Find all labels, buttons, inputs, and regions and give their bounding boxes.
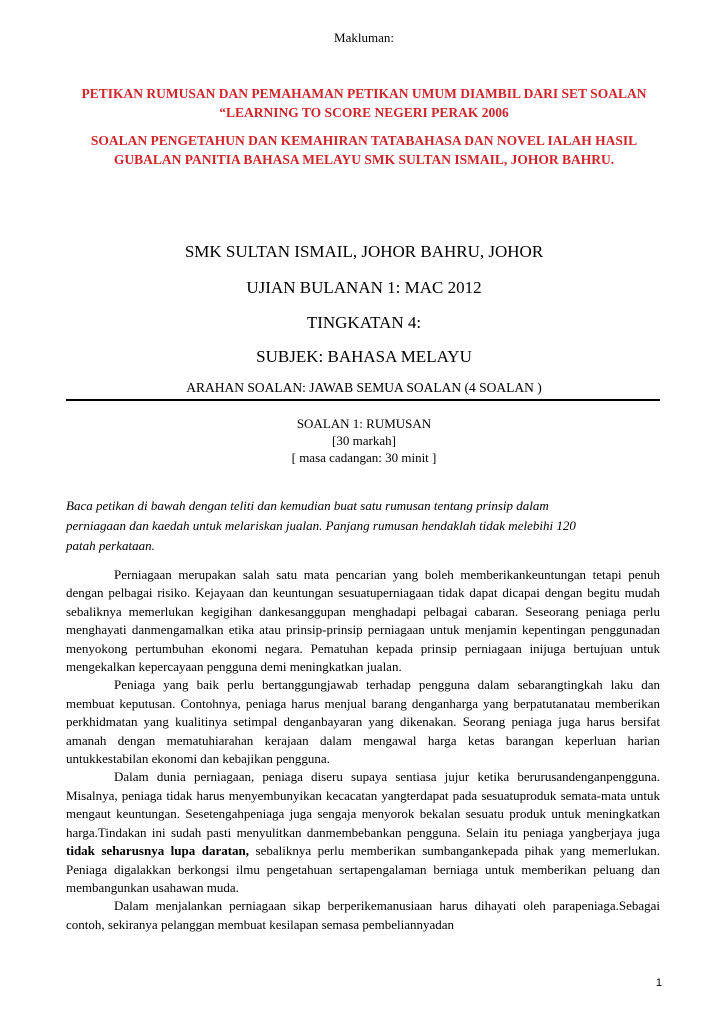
passage-paragraph-4: Dalam menjalankan perniagaan sikap berperikemanusiaan harus dihayati oleh parapeniaga.Sebagai contoh, sekiranya pelanggan membuat kesilapan semasa pembeliannyadan: [66, 898, 660, 932]
passage-paragraph-1: Perniagaan merupakan salah satu mata pencarian yang boleh memberikankeuntungan tetapi penuh dengan pelbagai risiko. Kejayaan dan keuntungan sesuatuperniagaan tidak dapat dicapai dengan begitu mudah sebaliknya memerlukan kegigihan dankesanggupan menghadapi pelbagai cabaran. Seseorang peniaga perlu menghayati danmengamalkan etika atau prinsip-prinsip perniagaan untuk menjamin kepentingan penggunadan menyokong pertumbuhan ekonomi negara. Pematuhan kepada prinsip perniagaan inijuga bertujuan untuk mengekalkan kepercayaan pengguna demi meningkatkan jualan.: [66, 567, 660, 675]
school-name: SMK SULTAN ISMAIL, JOHOR BAHRU, JOHOR: [184, 242, 544, 261]
exam-instruction: ARAHAN SOALAN: JAWAB SEMUA SOALAN (4 SOALAN ): [186, 380, 542, 395]
question-instructions: Baca petikan di bawah dengan teliti dan kemudian buat satu rumusan tentang prinsip dalam perniagaan dan kaedah untuk melariskan jualan. Panjang rumusan hendaklah tidak melebihi 120 patah perkataan.: [66, 498, 576, 553]
subject-title: SUBJEK: BAHASA MELAYU: [256, 347, 472, 366]
form-level: TINGKATAN 4:: [306, 313, 422, 332]
notice-title: Makluman:: [334, 30, 394, 45]
page-number: 1: [655, 977, 662, 989]
notice-line-source: PETIKAN RUMUSAN DAN PEMAHAMAN PETIKAN UMUM DIAMBIL DARI SET SOALAN “LEARNING TO SCORE NEGERI PERAK 2006: [81, 86, 647, 120]
passage-emphasis: tidak seharusnya lupa daratan,: [66, 843, 250, 859]
question-time: [ masa cadangan: 30 minit ]: [291, 450, 437, 465]
header-divider: [66, 399, 660, 401]
passage: [66, 566, 660, 934]
passage-paragraph-2: Peniaga yang baik perlu bertanggungjawab terhadap pengguna dalam sebarangtingkah laku dan membuat keputusan. Contohnya, peniaga harus menjual barang denganharga yang berpatutanatau memberikan perkhidmatan yang kualitinya setimpal denganbayaran yang dikenakan. Seorang peniaga juga harus bersifat amanah dengan mematuhiarahan kerajaan dalam mengawal harga ketas barangan keperluan harian untukkestabilan ekonomi dan kebajikan pengguna.: [66, 677, 660, 767]
exam-title: UJIAN BULANAN 1: MAC 2012: [246, 278, 482, 297]
question-marks: [30 markah]: [332, 433, 396, 448]
notice-line-authors: SOALAN PENGETAHUN DAN KEMAHIRAN TATABAHASA DAN NOVEL IALAH HASIL GUBALAN PANITIA BAHASA MELAYU SMK SULTAN ISMAIL, JOHOR BAHRU.: [90, 133, 638, 167]
passage-paragraph-3: [66, 768, 660, 897]
passage-paragraph-3-part-2: sebaliknya perlu memberikan sumbangankepada pihak yang memerlukan. Peniaga digalakkan berkongsi ilmu pengetahuan sertapengalaman berniaga untuk memberikan peluang dan membangunkan usahawan muda.: [66, 843, 660, 895]
passage-paragraph-3-part-1: Dalam dunia perniagaan, peniaga diseru supaya sentiasa jujur ketika berurusandenganpengguna. Misalnya, peniaga tidak harus menyembunyikan kecacatan yangterdapat pada sesuatuproduk semata-mata untuk mengaut keuntungan. Sesetengahpeniaga juga sengaja menyorok bekalan sesuatu produk untuk meningkatkan harga.Tindakan ini sudah pasti menyulitkan danmembebankan pengguna. Selain itu peniaga yangberjaya juga: [66, 769, 660, 840]
question-title: SOALAN 1: RUMUSAN: [296, 416, 432, 431]
